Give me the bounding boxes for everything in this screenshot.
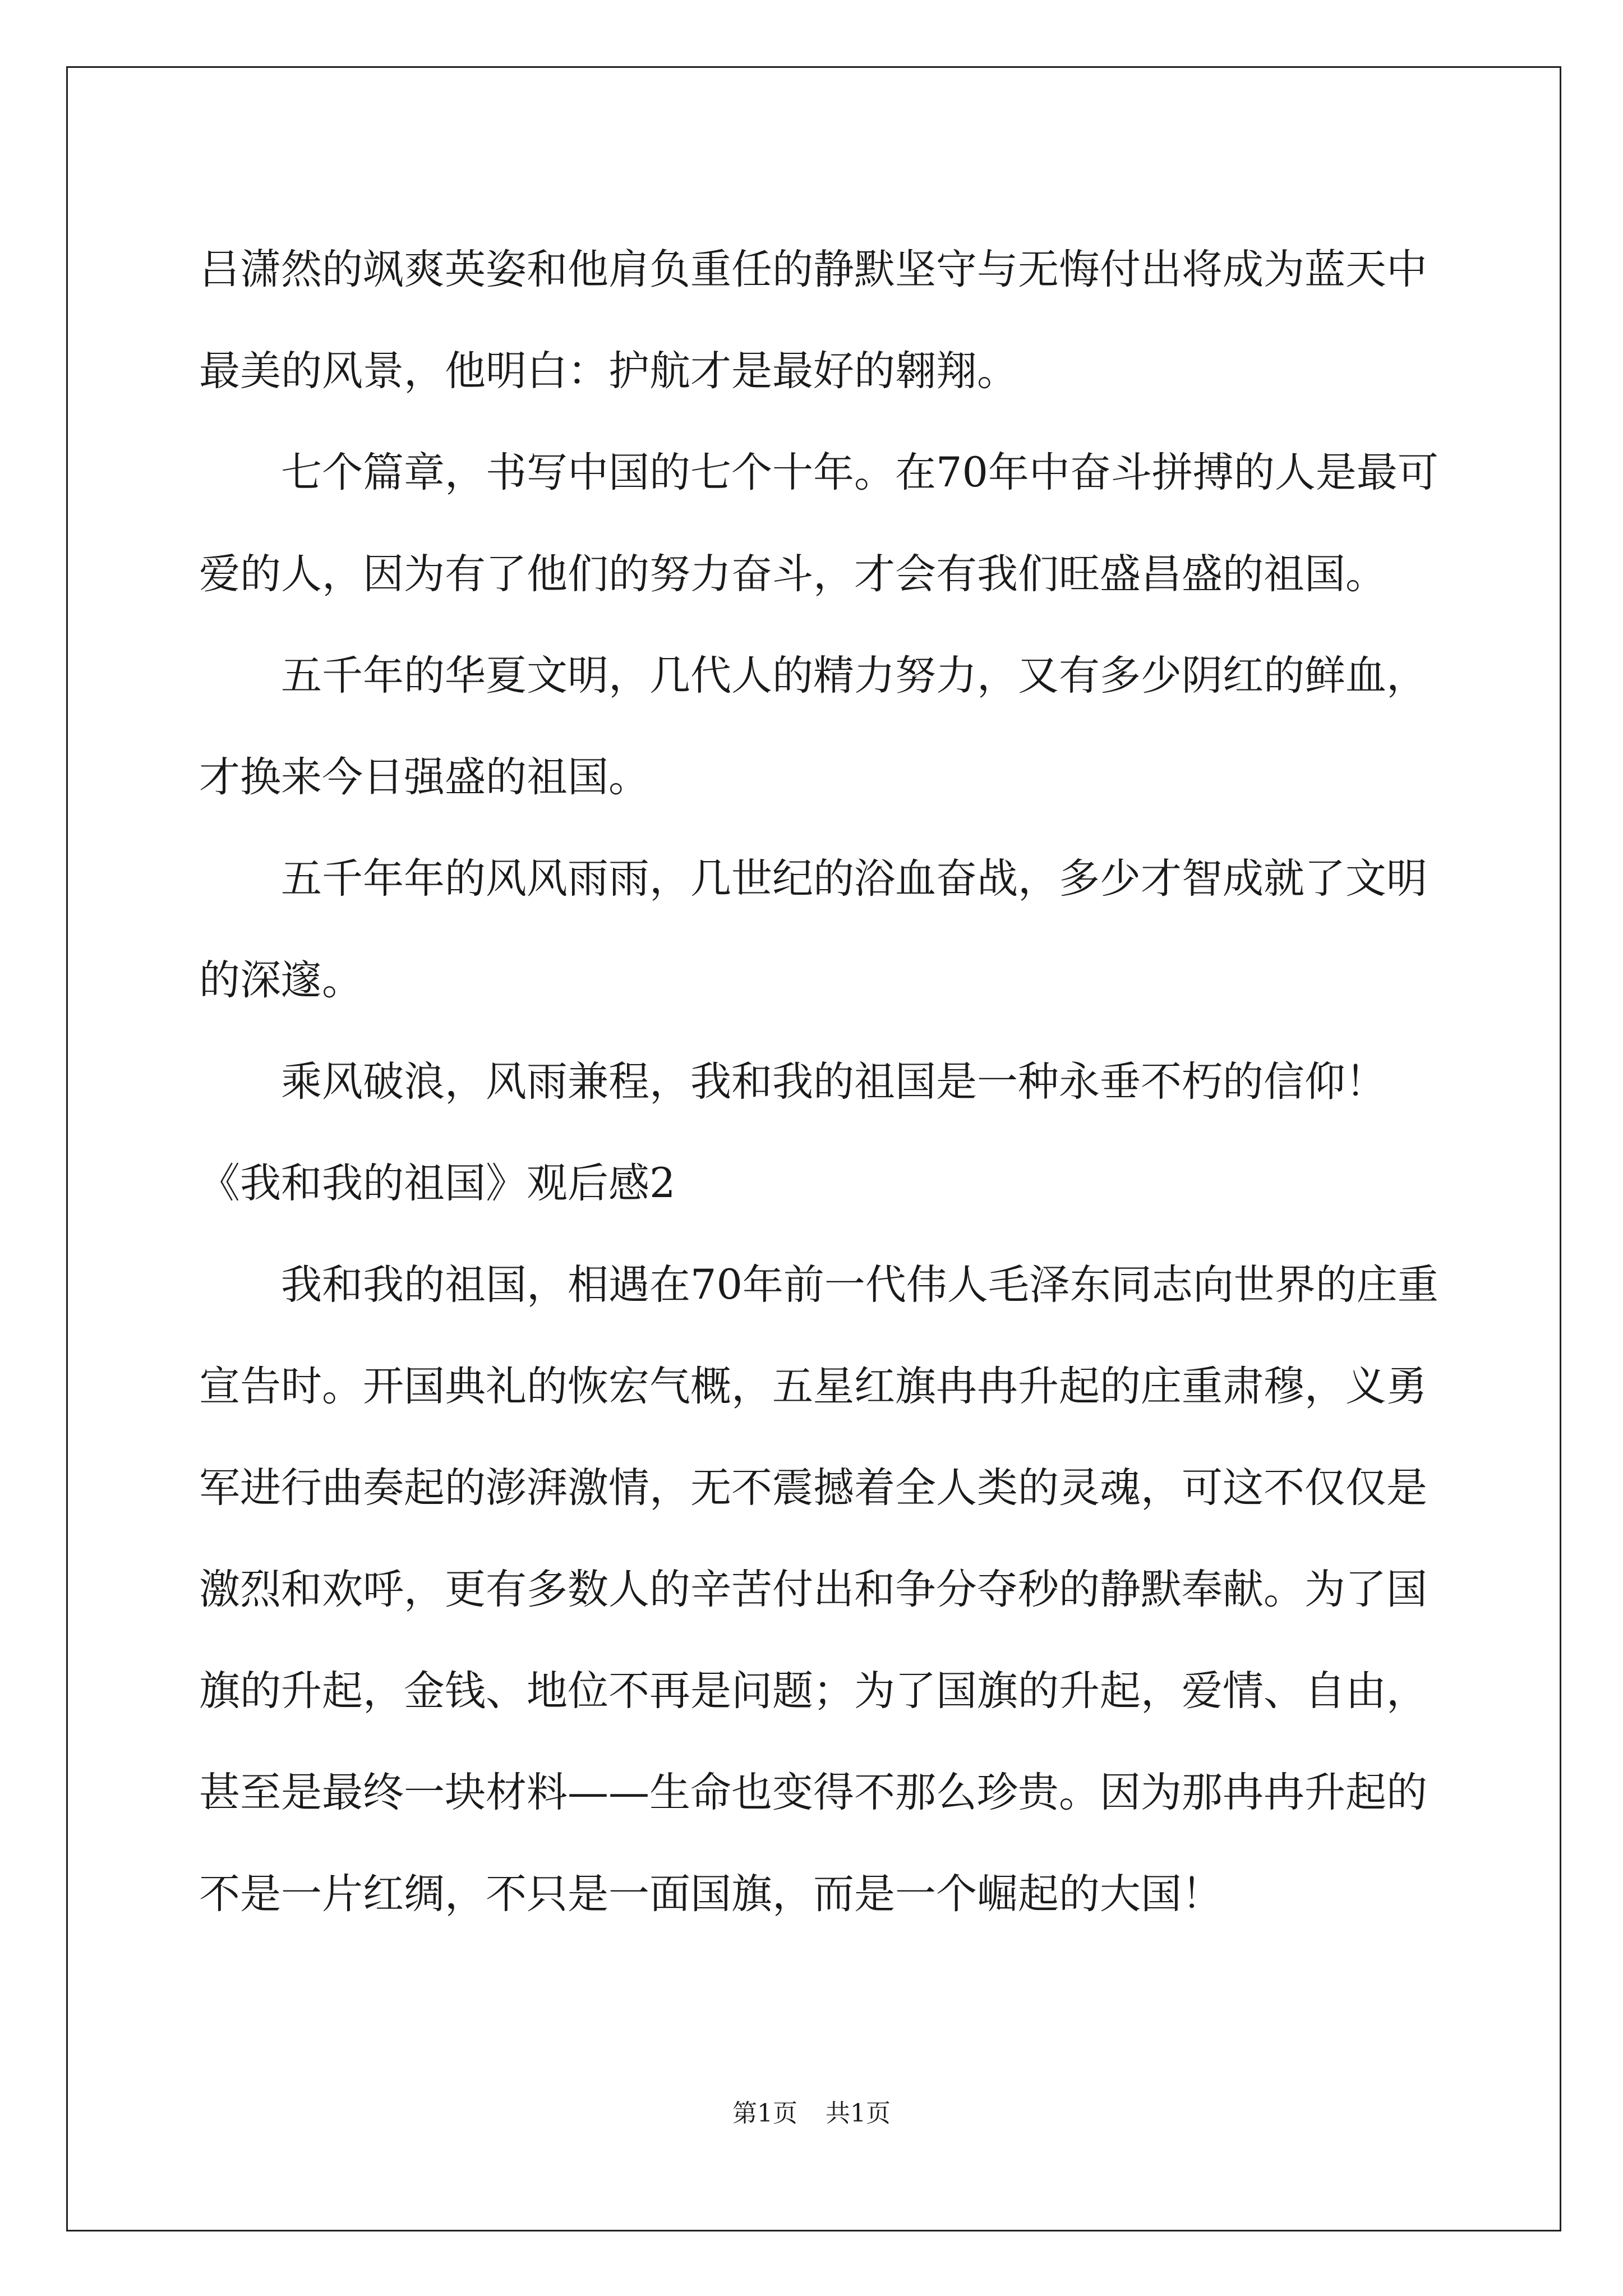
text-line: 最美的风景，他明白：护航才是最好的翱翔。 — [199, 347, 1018, 395]
text-line: 五千年年的风风雨雨，几世纪的浴血奋战，多少才智成就了文明 — [281, 855, 1427, 903]
text-line: 甚至是最终一块材料——生命也变得不那么珍贵。因为那冉冉升起的 — [199, 1769, 1427, 1816]
text-line: 旗的升起，金钱、地位不再是问题；为了国旗的升起，爱情、自由， — [199, 1667, 1427, 1715]
text-line: 不是一片红绸，不只是一面国旗，而是一个崛起的大国！ — [199, 1870, 1223, 1918]
text-line: 爱的人，因为有了他们的努力奋斗，才会有我们旺盛昌盛的祖国。 — [199, 550, 1386, 598]
text-line: 军进行曲奏起的澎湃激情，无不震撼着全人类的灵魂，可这不仅仅是 — [199, 1464, 1427, 1512]
text-line: 七个篇章，书写中国的七个十年。在70年中奋斗拼搏的人是最可 — [281, 449, 1438, 496]
text-line: 激烈和欢呼，更有多数人的辛苦付出和争分夺秒的静默奉献。为了国 — [199, 1566, 1427, 1613]
section-heading: 《我和我的祖国》观后感2 — [199, 1159, 676, 1207]
text-line: 五千年的华夏文明，几代人的精力努力，又有多少阴红的鲜血， — [281, 652, 1427, 700]
text-line: 的深邃。 — [199, 956, 363, 1004]
page-footer — [0, 2097, 1623, 2131]
text-line: 才换来今日强盛的祖国。 — [199, 753, 649, 801]
text-line: 乘风破浪，风雨兼程，我和我的祖国是一种永垂不朽的信仰！ — [281, 1058, 1386, 1106]
text-line: 我和我的祖国，相遇在70年前一代伟人毛泽东同志向世界的庄重 — [281, 1261, 1438, 1309]
text-line: 吕潇然的飒爽英姿和他肩负重任的静默坚守与无悔付出将成为蓝天中 — [199, 246, 1427, 293]
page-number: 第1页 — [732, 2099, 797, 2128]
page-total: 共1页 — [826, 2099, 891, 2128]
document-body — [199, 219, 1438, 1945]
text-line: 宣告时。开国典礼的恢宏气概，五星红旗冉冉升起的庄重肃穆，义勇 — [199, 1363, 1427, 1410]
